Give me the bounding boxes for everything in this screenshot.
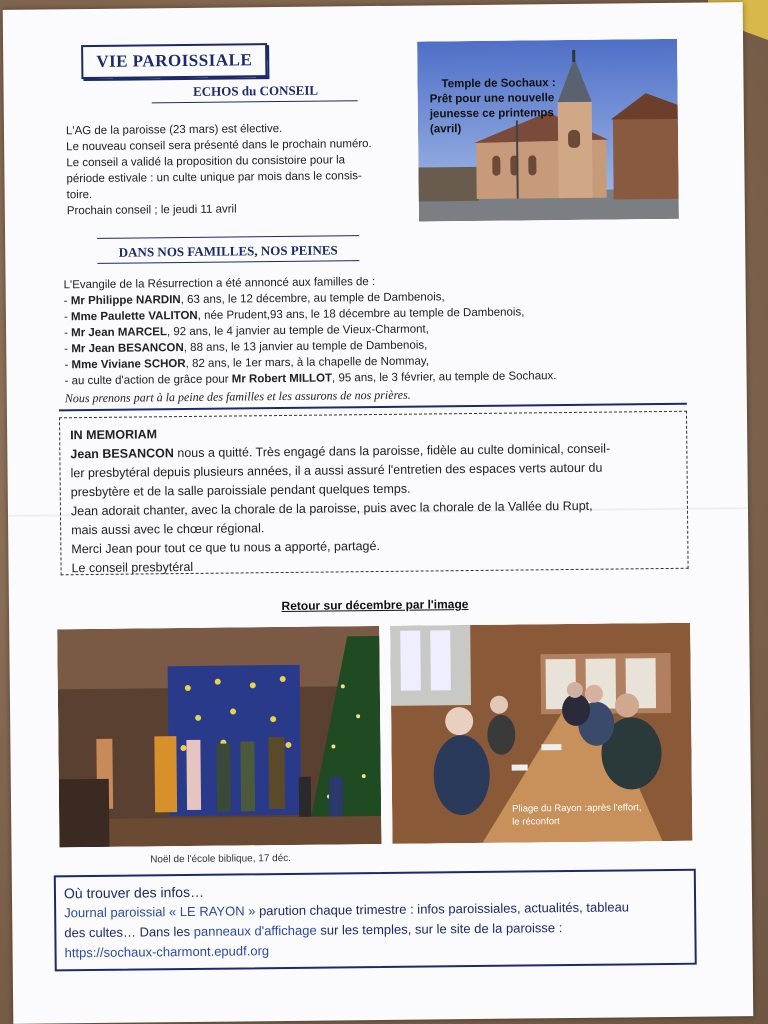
newsletter-page — [3, 2, 754, 1024]
familles-text: L'Evangile de la Résurrection a été annoncé aux familles de : - Mr Philippe NARDIN, 63 ans, le 12 décembre, au temple de Dambenois, - Mme Paulette VALITON, née Prudent,93 ans, le 18 décembre au temple de Dambenois, - Mr Jean MARCEL, 92 ans, le 4 janvier au temple de Vieux-Charmont, - Mr Jean BESANCON, 88 ans, le 13 janvier au temple de Dambenois, - Mme Viviane SCHOR, 82 ans, le 1er mars, à la chapelle de Nommay, - au culte d'action de grâce pour Mr Robert MILLOT, 95 ans, le 3 février, au temple de Sochaux. — [64, 271, 705, 390]
retour-heading: Retour sur décembre par l'image — [281, 597, 469, 614]
noel-image — [57, 626, 381, 847]
memoriam-text: ler presbytéral depuis plusieurs années, il a aussi assuré l'entretien des espaces verts autour du — [70, 460, 603, 481]
photo-noel-caption: Noël de l'école biblique, 17 déc. — [150, 852, 292, 866]
infos-url-link[interactable]: https://sochaux-charmont.epudf.org — [64, 943, 270, 961]
familles-entry: - Mme Viviane SCHOR, 82 ans, le 1er mars, à la chapelle de Nommay, — [64, 355, 430, 372]
familles-entry: - Mme Paulette VALITON, née Prudent,93 ans, le 18 décembre au temple de Dambenois, — [63, 306, 525, 324]
photo-pliage-caption: Pliage du Rayon :après l'effort, le réconfort — [512, 802, 642, 828]
divider — [97, 260, 359, 264]
infos-title: Où trouver des infos… — [63, 883, 205, 902]
familles-entry: - Mr Jean BESANCON, 88 ans, le 13 janvier au temple de Dambenois, — [64, 339, 428, 356]
section-heading-echos: ECHOS du CONSEIL — [192, 82, 319, 99]
photo-pliage — [390, 623, 692, 844]
familles-closing: Nous prenons part à la peine des familles et les assurons de nos prières. — [64, 387, 411, 406]
familles-list — [64, 287, 705, 390]
divider — [152, 100, 358, 103]
photo-noel — [57, 626, 381, 847]
divider — [97, 235, 359, 239]
memoriam-text: Jean adorait chanter, avec la chorale de la paroisse, puis avec la chorale de la Vallée du Rupt, — [70, 498, 593, 519]
familles-entry: - Mr Jean MARCEL, 92 ans, le 4 janvier au temple de Vieux-Charmont, — [64, 323, 429, 340]
temple-photo — [417, 39, 679, 222]
memoriam-signature: Le conseil presbytéral — [71, 559, 194, 576]
page-title: VIE PAROISSIALE — [81, 43, 267, 79]
memoriam-text: presbytère et de la salle paroissiale pendant quelques temps. — [70, 481, 411, 500]
memoriam-text: Jean BESANCON nous a quitté. Très engagé dans la paroisse, fidèle au culte dominical, conseil- — [70, 441, 611, 462]
memoriam-text: Merci Jean pour tout ce que tu nous a apporté, partagé. — [71, 538, 380, 557]
memoriam-title: IN MEMORIAM — [70, 427, 158, 443]
memoriam-text: mais aussi avec le chœur régional. — [71, 521, 265, 538]
temple-caption: Temple de Sochaux : Prêt pour une nouvelle jeunesse ce printemps (avril) — [429, 77, 556, 136]
infos-line: des cultes… Dans les panneaux d'affichage sur les temples, sur le site de la paroisse : — [64, 920, 563, 941]
infos-box — [54, 869, 697, 972]
in-memoriam-box — [59, 411, 689, 576]
section-heading-familles: DANS NOS FAMILLES, NOS PEINES — [118, 242, 338, 260]
familles-entry: - Mr Philippe NARDIN, 63 ans, le 12 décembre, au temple de Dambenois, — [63, 291, 445, 308]
familles-entry: - au culte d'action de grâce pour Mr Robert MILLOT, 95 ans, le 3 février, au temple de Sochaux. — [64, 370, 557, 388]
echos-text: L'AG de la paroisse (23 mars) est élective. Le nouveau conseil sera présenté dans le prochain numéro. Le conseil a validé la proposition du consistoire pour la période estivale : un culte unique par mois dans le consis- toire. Prochain conseil ; le jeudi 11 avril — [65, 122, 372, 218]
infos-line: Journal paroissial « LE RAYON » parution chaque trimestre : infos paroissiales, actualités, tableau — [64, 899, 630, 921]
